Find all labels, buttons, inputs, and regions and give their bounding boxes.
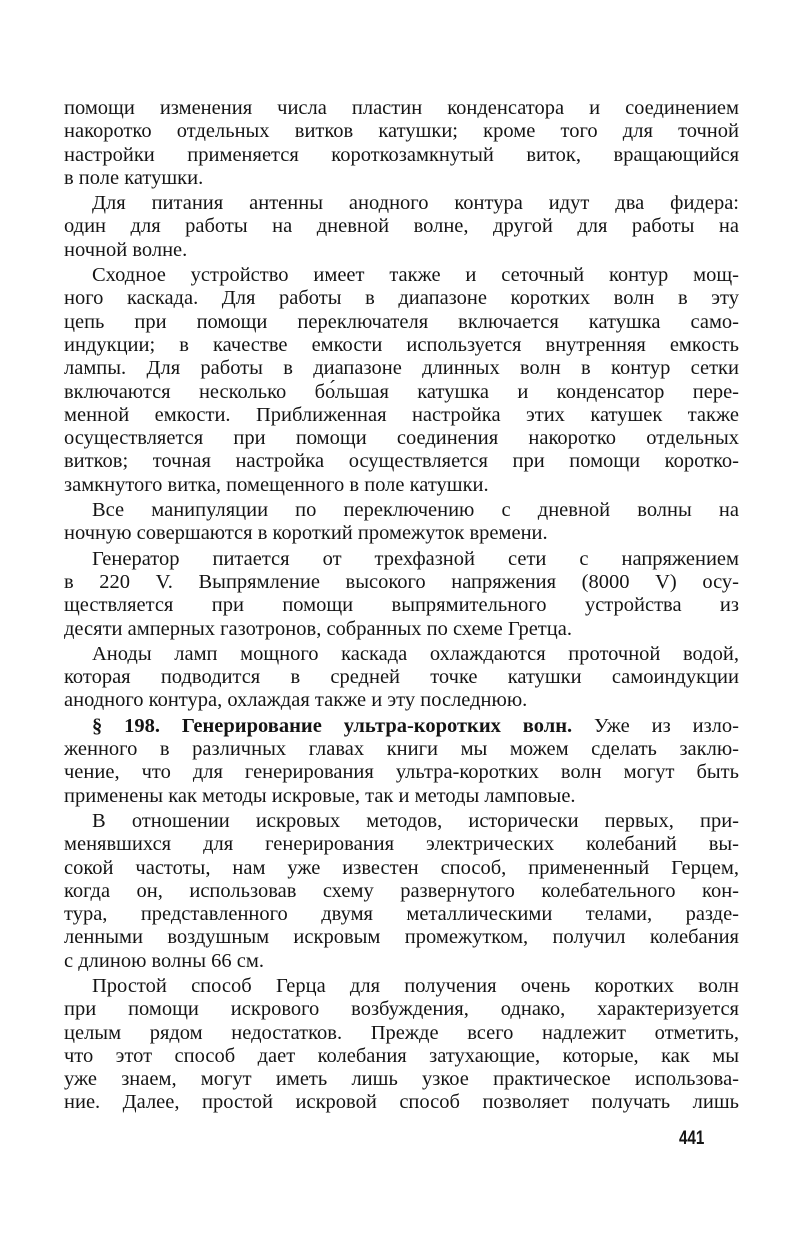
paragraph (64, 975, 739, 1115)
text-line-rest: Уже из изло- (572, 714, 739, 737)
text-line: осуществляется при помощи соединения накоротко отдельных (64, 427, 739, 450)
text-line: в 220 V. Выпрямление высокого напряжения (8000 V) осу- (64, 570, 739, 593)
text-line: включаются несколько бо́льшая катушка и конденсатор пере- (64, 380, 739, 403)
text-line: Генератор питается от трехфазной сети с напряжением (92, 547, 739, 570)
text-line: ночную совершаются в короткий промежуток времени. (64, 522, 548, 545)
paragraph (64, 643, 739, 713)
text-line: замкнутого витка, помещенного в поле катушки. (64, 473, 489, 496)
text-line: сокой частоты, нам уже известен способ, примененный Герцем, (64, 856, 739, 879)
text-line: менной емкости. Приближенная настройка этих катушек также (64, 403, 739, 426)
section-heading: § 198. Генерирование ультра-коротких волн. (92, 714, 573, 737)
text-line: витков; точная настройка осуществляется при помощи коротко- (64, 450, 739, 473)
text-line: Сходное устройство имеет также и сеточный контур мощ- (92, 264, 739, 287)
text-line: цепь при помощи переключателя включается катушка само- (64, 310, 739, 333)
text-line: тура, представленного двумя металлическими телами, разде- (64, 903, 739, 926)
text-line: чение, что для генерирования ультра-коротких волн могут быть (64, 761, 739, 784)
text-line: Для питания антенны анодного контура идут два фидера: (92, 192, 739, 215)
text-line: при помощи искрового возбуждения, однако, характеризуется (64, 998, 739, 1021)
text-line: применены как методы искровые, так и методы ламповые. (64, 784, 576, 807)
paragraph (64, 192, 739, 262)
text-line: когда он, использовав схему развернутого колебательного кон- (64, 879, 739, 902)
text-line: уже знаем, могут иметь лишь узкое практическое использова- (64, 1068, 739, 1091)
text-line: Аноды ламп мощного каскада охлаждаются проточной водой, (92, 642, 739, 665)
text-line: Простой способ Герца для получения очень коротких волн (92, 974, 739, 997)
text-line: которая подводится в средней точке катушки самоиндукции (64, 666, 739, 689)
text-line: один для работы на дневной волне, другой для работы на (64, 215, 739, 238)
text-line: ного каскада. Для работы в диапазоне коротких волн в эту (64, 287, 739, 310)
text-line: В отношении искровых методов, исторически первых, при- (92, 809, 739, 832)
text-line: ществляется при помощи выпрямительного устройства из (64, 594, 739, 617)
text-line: целым рядом недостатков. Прежде всего надлежит отметить, (64, 1021, 739, 1044)
text-line: настройки применяется короткозамкнутый виток, вращающийся (64, 143, 739, 166)
paragraph (64, 548, 739, 641)
text-line: что этот способ дает колебания затухающие, которые, как мы (64, 1044, 739, 1067)
text-line: ние. Далее, простой искровой способ позволяет получать лишь (64, 1091, 739, 1114)
text-line: накоротко отдельных витков катушки; кроме того для точной (64, 120, 739, 143)
text-line: Все манипуляции по переключению с дневной волны на (92, 499, 739, 522)
paragraph (64, 97, 739, 190)
text-line: ленными воздушным искровым промежутком, получил колебания (64, 926, 739, 949)
section-paragraph (64, 715, 739, 808)
paragraph (64, 499, 739, 546)
text-line: менявшихся для генерирования электрических колебаний вы- (64, 833, 739, 856)
text-line: женного в различных главах книги мы можем сделать заклю- (64, 738, 739, 761)
paragraph (64, 810, 739, 973)
text-line: лампы. Для работы в диапазоне длинных волн в контур сетки (64, 357, 739, 380)
text-line: десяти амперных газотронов, собранных по схеме Гретца. (64, 617, 572, 640)
page-number: 441 (679, 1128, 705, 1149)
text-line: индукции; в качестве емкости используется внутренняя емкость (64, 333, 739, 356)
paragraph (64, 264, 739, 497)
text-line (64, 715, 739, 738)
text-line: в поле катушки. (64, 166, 204, 189)
text-line: с длиною волны 66 см. (64, 949, 264, 972)
text-line: ночной волне. (64, 238, 188, 261)
text-line: помощи изменения числа пластин конденсатора и соединением (64, 97, 739, 119)
text-line: анодного контура, охлаждая также и эту последнюю. (64, 689, 528, 712)
page-body-text (64, 97, 739, 1117)
